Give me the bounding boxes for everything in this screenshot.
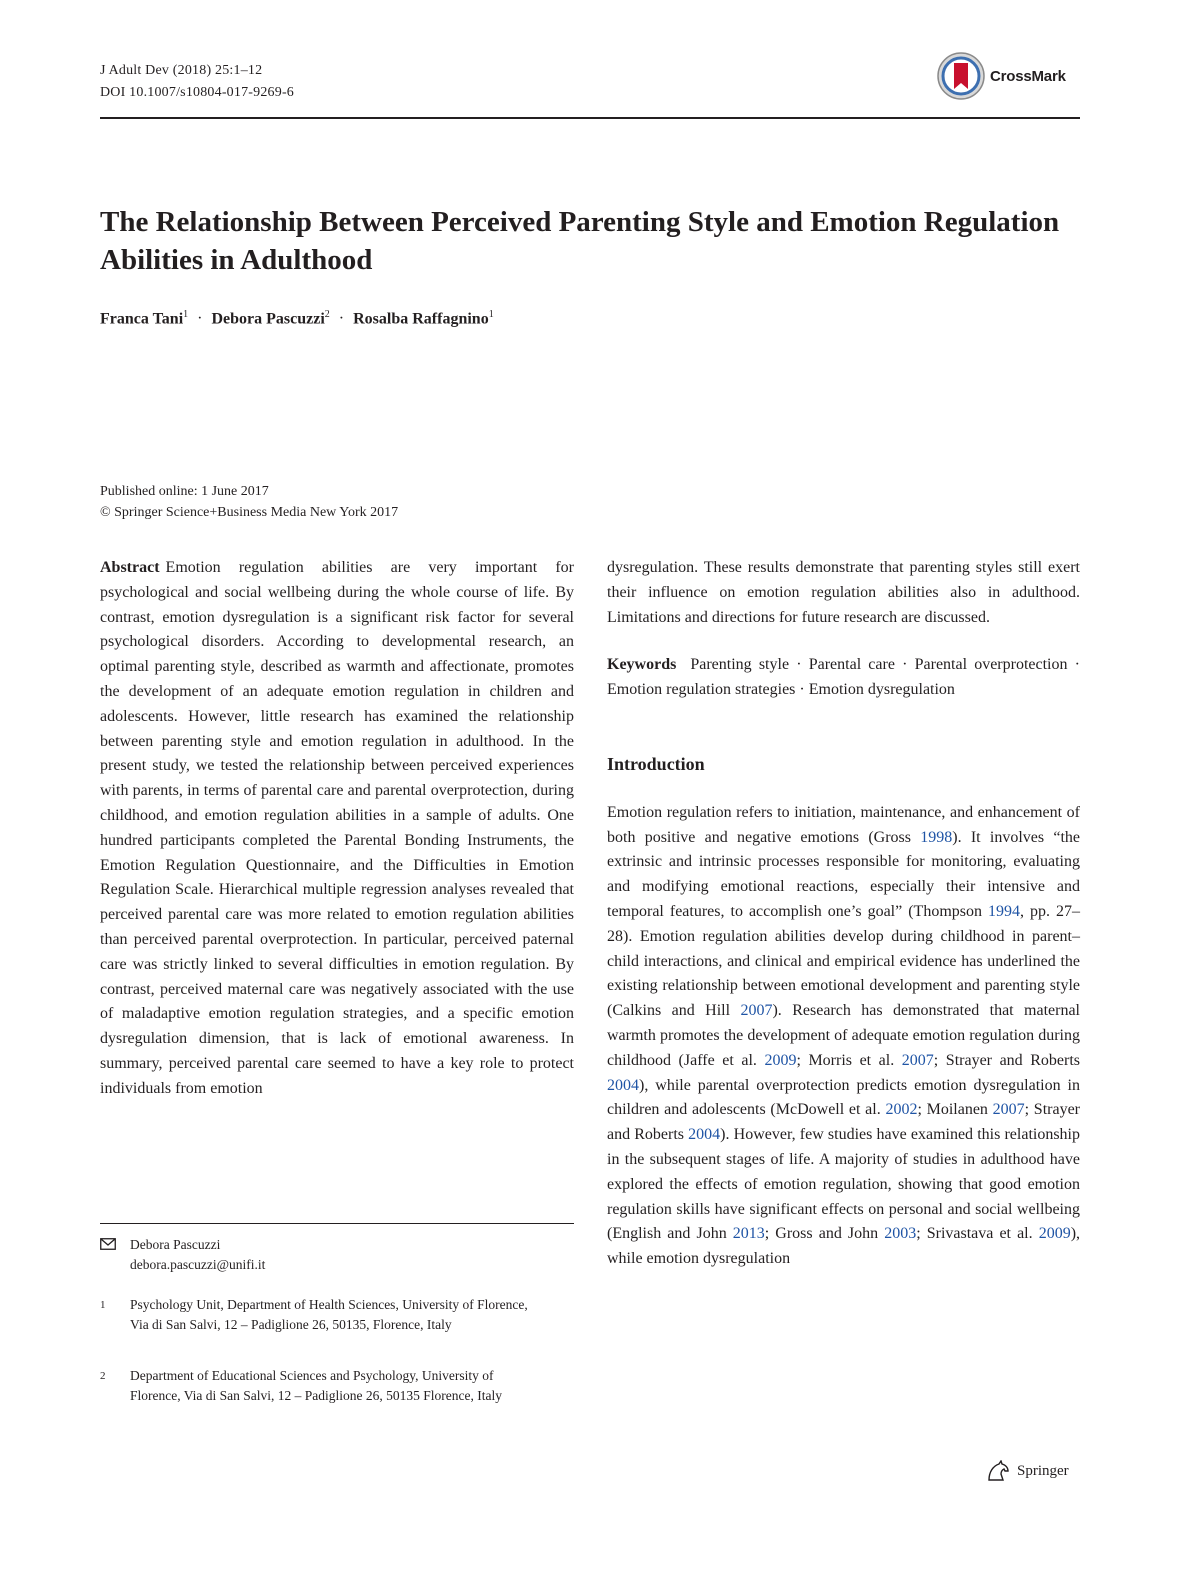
introduction-text: ; Gross and John (764, 1225, 885, 1243)
introduction-text: ; Strayer and Roberts (933, 1051, 1080, 1069)
citation-year-link[interactable]: 2004 (688, 1126, 721, 1144)
abstract-paragraph (100, 556, 574, 1102)
correspondent-name: Debora Pascuzzi (130, 1237, 221, 1252)
springer-horse-icon (985, 1460, 1011, 1482)
citation-year-link[interactable]: 2007 (901, 1051, 934, 1069)
crossmark-icon (936, 51, 986, 101)
author-name[interactable]: Debora Pascuzzi (211, 310, 325, 328)
author-separator: · (197, 310, 203, 328)
author-name[interactable]: Franca Tani (100, 310, 184, 328)
introduction-text: ), while emotion dysregulation (607, 1225, 1081, 1268)
abstract-text: Emotion regulation abilities are very important for psychological and social wellbeing during the whole course of life. By contrast, emotion dysregulation is a significant risk factor for several psychological disorders. According to developmental research, an optimal parenting style, described as warmth and affectionate, promotes the development of an adequate emotion regulation in children and adolescents. However, little research has examined the relationship between parenting style and emotion regulation in adulthood. In the present study, we tested the relationship between perceived experiences with parents, in terms of parental care and parental overprotection, during childhood, and emotion regulation abilities in a sample of adults. One hundred participants completed the Parental Bonding Instruments, the Emotion Regulation Questionnaire, and the Difficulties in Emotion Regulation Scale. Hierarchical multiple regression analyses revealed that perceived parental care was more related to emotion regulation abilities than perceived parental overprotection. In particular, perceived paternal care was strictly linked to several difficulties in emotion regulation. By contrast, perceived maternal care was negatively associated with the use of maladaptive emotion regulation strategies, and a specific emotion dysregulation dimension, that is lack of emotional awareness. In summary, perceived parental care seemed to have a key role to protect individuals from emotion (100, 559, 574, 1097)
affiliation-footnote (100, 1295, 540, 1335)
author-affiliation-mark[interactable]: 1 (488, 309, 494, 320)
publisher-footer (985, 1460, 1069, 1482)
introduction-text: ), while parental overprotection predicts emotion dysregulation in children and adolescents (McDowell et al. (607, 1076, 1080, 1119)
introduction-text: Emotion regulation refers to initiation, maintenance, and enhancement of both positive and negative emotions (Gross (607, 803, 1080, 846)
section-heading-introduction: Introduction (607, 753, 705, 774)
envelope-icon (100, 1238, 116, 1250)
citation-year-link[interactable]: 2007 (740, 1002, 773, 1020)
citation-year-link[interactable]: 2002 (885, 1101, 918, 1119)
header-divider (100, 117, 1080, 119)
affiliation-mark: 1 (100, 1299, 106, 1311)
introduction-text: ; Moilanen (917, 1101, 993, 1119)
citation-year-link[interactable]: 1998 (920, 828, 953, 846)
correspondence-footnote (100, 1235, 574, 1275)
author-name[interactable]: Rosalba Raffagnino (353, 310, 489, 328)
crossmark-label: CrossMark (990, 67, 1066, 85)
author-affiliation-mark[interactable]: 1 (183, 309, 189, 320)
citation-year-link[interactable]: 2007 (992, 1101, 1025, 1119)
author-separator: · (338, 310, 345, 328)
keywords-label: Keywords (607, 656, 677, 674)
abstract-continuation: dysregulation. These results demonstrate that parenting styles still exert their influence on emotion regulation abilities also in adulthood. Limitations and directions for future research are discussed. (607, 559, 1080, 626)
abstract-section (100, 556, 574, 1102)
right-column (607, 556, 1080, 1272)
author-affiliation-mark[interactable]: 2 (324, 309, 330, 320)
affiliation-mark: 2 (100, 1370, 106, 1382)
publisher-name: Springer (1017, 1462, 1069, 1479)
introduction-text: ; Srivastava et al. (916, 1225, 1039, 1243)
citation-year-link[interactable]: 2009 (1038, 1225, 1071, 1243)
keywords-paragraph (607, 653, 1080, 703)
affiliation-text: Psychology Unit, Department of Health Sciences, University of Florence, Via di San Salvi, 12 – Padiglione 26, 50135, Florence, Italy (130, 1297, 528, 1332)
author-list (100, 309, 900, 328)
introduction-text: ; Morris et al. (796, 1051, 902, 1069)
introduction-text: ). It involves “the extrinsic and intrinsic processes responsible for monitoring, evaluating and modifying emotional reactions, especially their intensive and temporal features, to accomplish one’s goal” (Thompson (607, 828, 1081, 920)
affiliation-footnote (100, 1366, 540, 1406)
journal-doi[interactable]: DOI 10.1007/s10804-017-9269-6 (100, 85, 295, 100)
introduction-text: ; Strayer and Roberts (607, 1101, 1081, 1144)
affiliation-text: Department of Educational Sciences and Psychology, University of Florence, Via di San Salvi, 12 – Padiglione 26, 50135 Florence, Italy (130, 1368, 503, 1403)
citation-year-link[interactable]: 2004 (607, 1076, 639, 1094)
crossmark-badge[interactable] (936, 50, 1086, 102)
publication-info (100, 481, 398, 523)
correspondent-email[interactable]: debora.pascuzzi@unifi.it (130, 1257, 266, 1272)
citation-year-link[interactable]: 2013 (732, 1225, 765, 1243)
introduction-text: ). However, few studies have examined this relationship in the subsequent stages of life. A majority of studies in adulthood have explored the effects of emotion regulation, showing that good emotion regulation skills have significant effects on personal and social wellbeing (English and John (607, 1126, 1081, 1243)
introduction-paragraph (607, 801, 1080, 1272)
published-date: Published online: 1 June 2017 (100, 484, 269, 499)
citation-year-link[interactable]: 1994 (988, 902, 1020, 920)
citation-year-link[interactable]: 2009 (764, 1051, 797, 1069)
citation-year-link[interactable]: 2003 (884, 1225, 917, 1243)
footnote-divider (100, 1223, 574, 1224)
introduction-text: , pp. 27–28). Emotion regulation abilities develop during childhood in parent–child interactions, and clinical and empirical evidence has underlined the existing relationship between emotional development and parenting style (Calkins and Hill (607, 902, 1080, 1020)
journal-citation: J Adult Dev (2018) 25:1–12 (100, 63, 263, 78)
copyright-notice: © Springer Science+Business Media New York 2017 (100, 505, 399, 520)
abstract-label: Abstract (100, 559, 160, 576)
keywords-text: Parenting style · Parental care · Parental overprotection · Emotion regulation strategies · Emotion dysregulation (607, 656, 1080, 699)
introduction-text: ). Research has demonstrated that maternal warmth promotes the development of adequate emotion regulation during childhood (Jaffe et al. (607, 1002, 1080, 1069)
article-title: The Relationship Between Perceived Parenting Style and Emotion Regulation Abilities in Adulthood (100, 206, 1060, 276)
